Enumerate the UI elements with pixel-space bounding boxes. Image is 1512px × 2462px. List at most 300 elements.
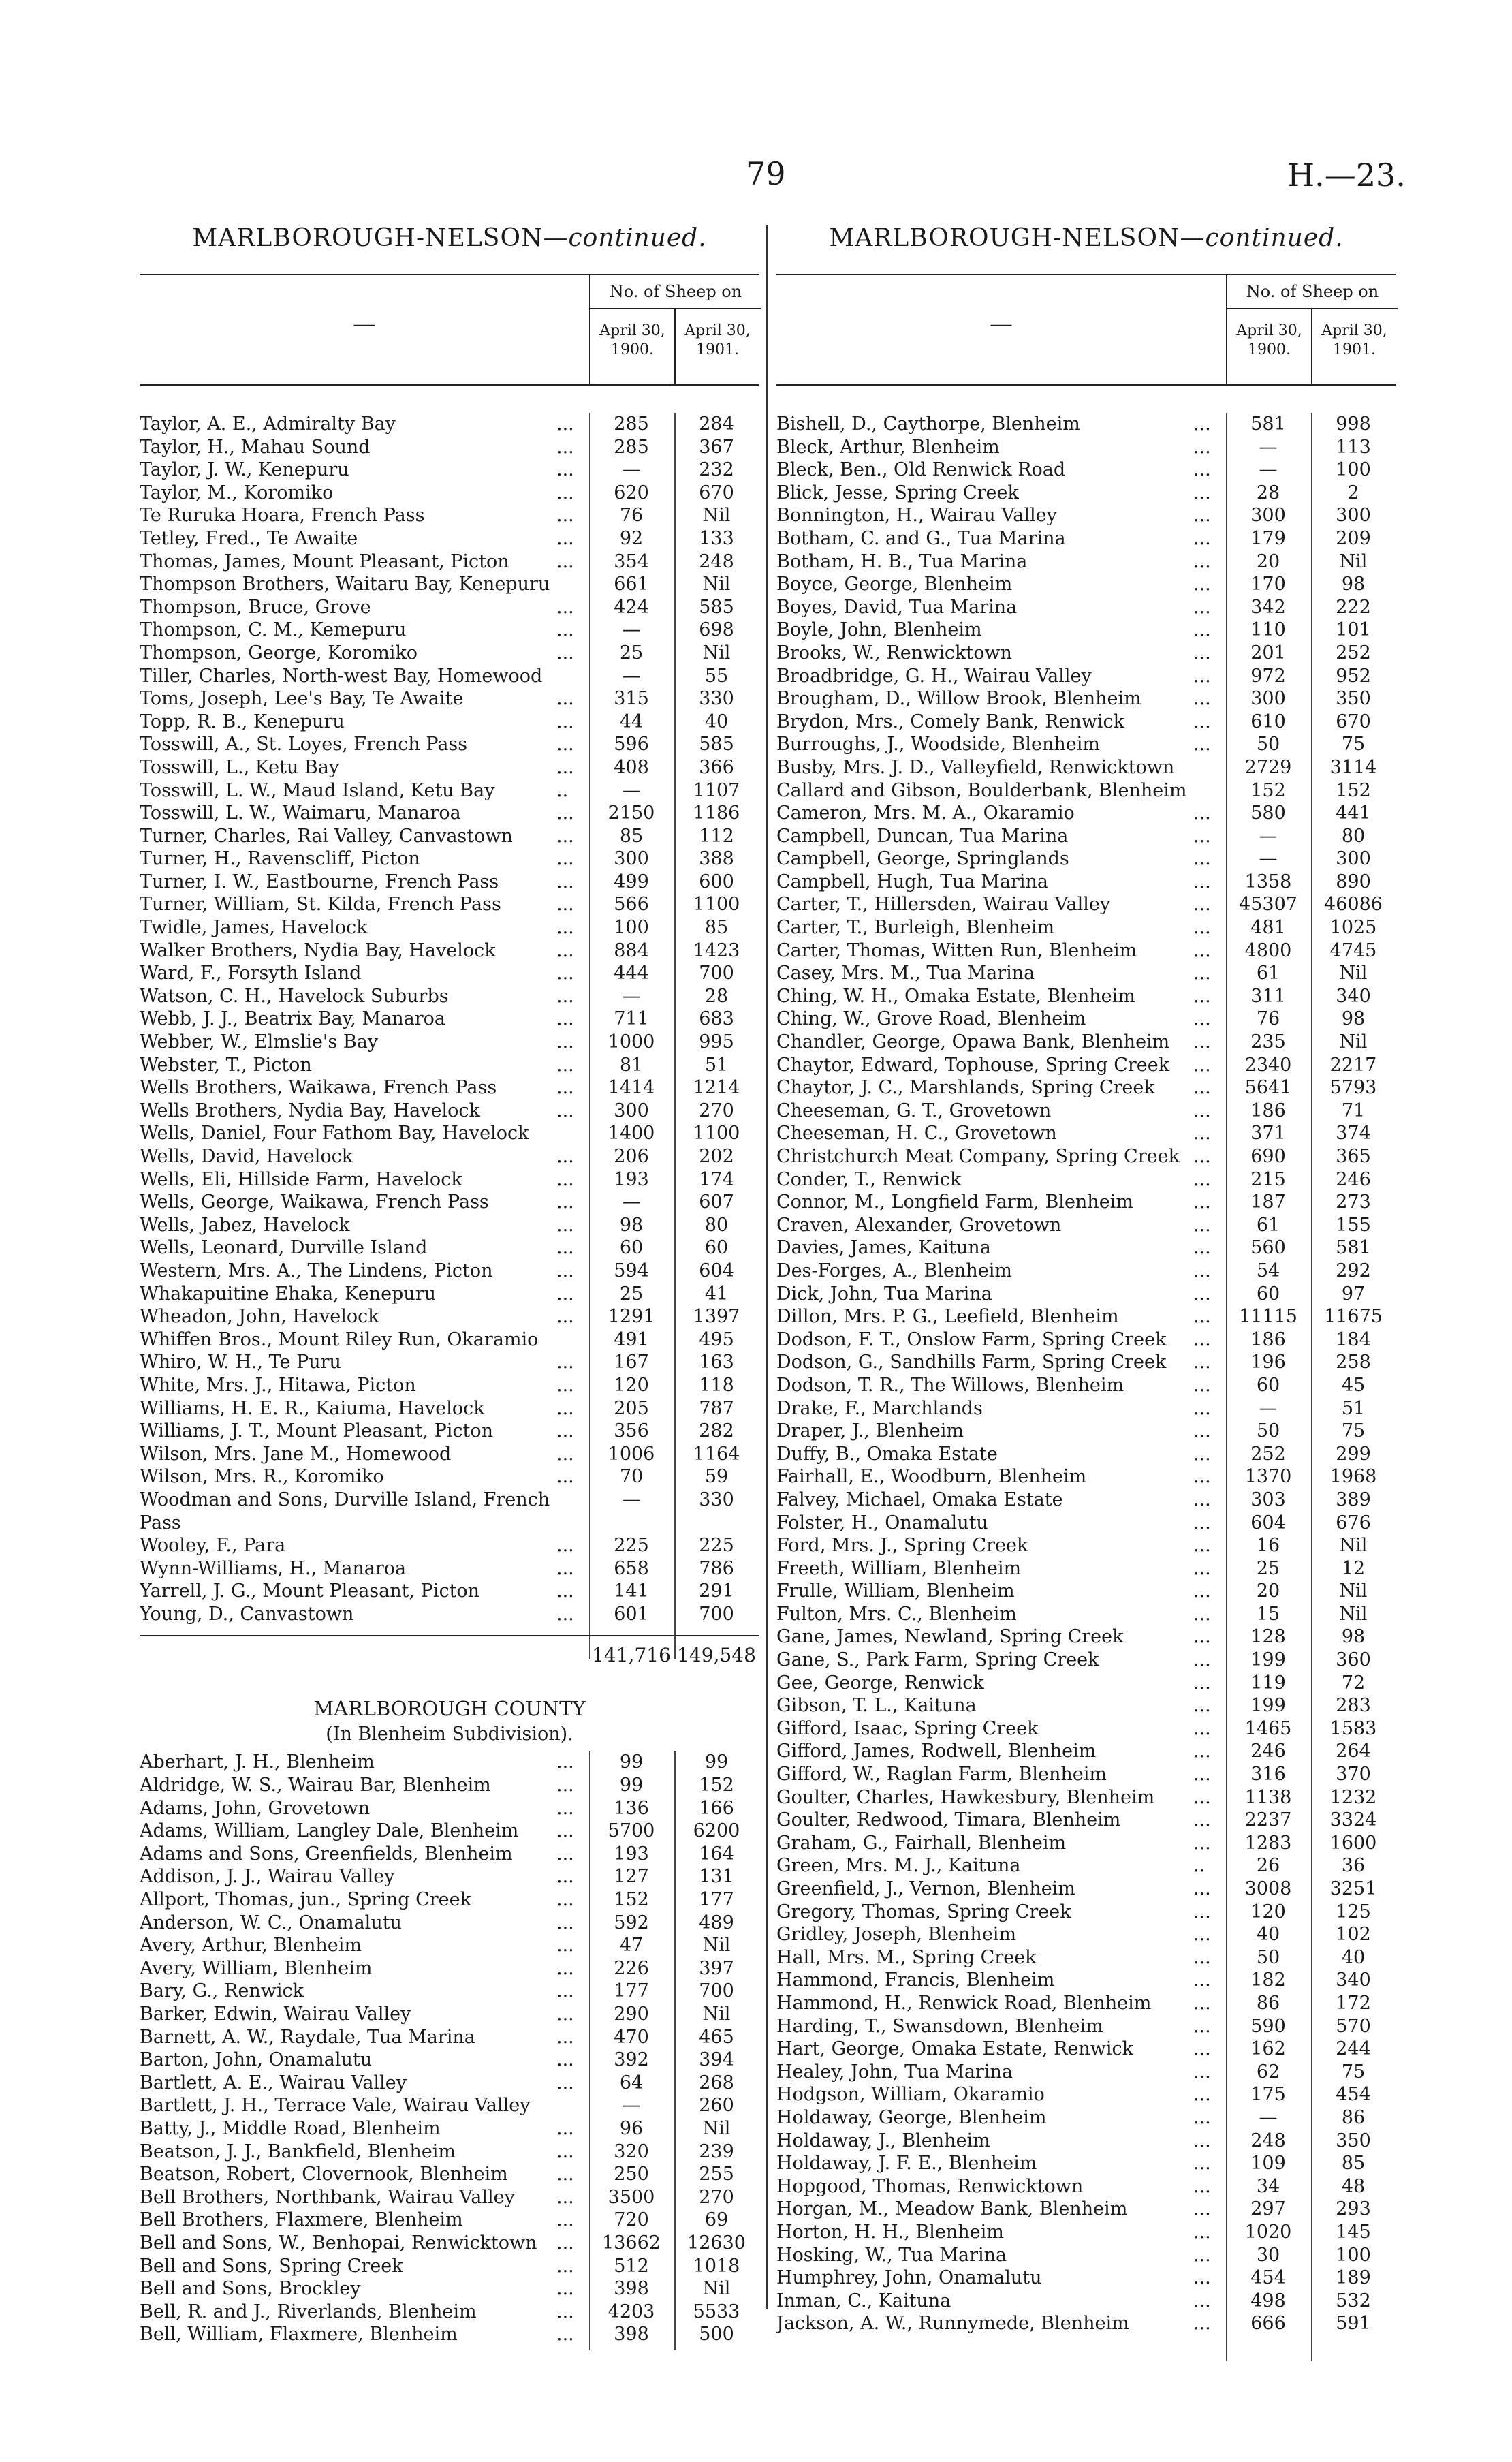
sheep-1901: 700 bbox=[699, 1980, 734, 2002]
table-row bbox=[140, 1351, 759, 1374]
sheep-1901: 118 bbox=[699, 1374, 734, 1396]
owner-name: Bell Brothers, Northbank, Wairau Valley bbox=[140, 2186, 515, 2208]
owner-name: Des-Forges, A., Blenheim bbox=[776, 1260, 1013, 1281]
owner-name: Dodson, T. R., The Willows, Blenheim bbox=[776, 1374, 1124, 1396]
table-row bbox=[140, 893, 759, 916]
owner-name: Gifford, W., Raglan Farm, Blenheim bbox=[776, 1764, 1107, 1786]
leader-dots: ... bbox=[1193, 1306, 1211, 1328]
leader-dots: ... bbox=[556, 1466, 574, 1488]
table-row bbox=[776, 1489, 1396, 1512]
leader-dots: ... bbox=[556, 1008, 574, 1030]
sheep-1901: 59 bbox=[704, 1466, 729, 1488]
owner-name: Broadbridge, G. H., Wairau Valley bbox=[776, 665, 1092, 687]
leader-dots: ... bbox=[556, 2164, 574, 2185]
sheep-1900: 1370 bbox=[1244, 1466, 1292, 1488]
owner-name: Gregory, Thomas, Spring Creek bbox=[776, 1901, 1071, 1922]
leader-dots: ... bbox=[556, 1031, 574, 1053]
table-row bbox=[140, 665, 759, 688]
table-row bbox=[776, 802, 1396, 825]
sheep-1900: — bbox=[622, 1191, 641, 1213]
sheep-1900: 61 bbox=[1256, 1214, 1280, 1236]
sheep-1901: 581 bbox=[1336, 1237, 1371, 1259]
sheep-1901: 1583 bbox=[1329, 1717, 1377, 1739]
table-row bbox=[776, 2061, 1396, 2084]
sheep-1900: 620 bbox=[614, 482, 649, 503]
owner-name: Bell Brothers, Flaxmere, Blenheim bbox=[140, 2209, 463, 2231]
sheep-1901: 600 bbox=[699, 871, 734, 892]
sheep-1901: 3324 bbox=[1329, 1809, 1377, 1831]
leader-dots: ... bbox=[556, 1214, 574, 1236]
sheep-1900: 371 bbox=[1250, 1123, 1286, 1144]
sheep-1900: 64 bbox=[619, 2072, 644, 2093]
sheep-1901: 75 bbox=[1341, 1420, 1366, 1442]
sheep-1900: 498 bbox=[1250, 2290, 1286, 2311]
owner-name: Bonnington, H., Wairau Valley bbox=[776, 505, 1057, 527]
leader-dots: ... bbox=[556, 688, 574, 710]
owner-name: Wooley, F., Para bbox=[140, 1535, 286, 1557]
date-1901-header: April 30, 1901. bbox=[1311, 309, 1396, 384]
sheep-1900: 4203 bbox=[608, 2301, 655, 2322]
owner-name: Dillon, Mrs. P. G., Leefield, Blenheim bbox=[776, 1306, 1119, 1328]
owner-name: Fairhall, E., Woodburn, Blenheim bbox=[776, 1466, 1087, 1488]
owner-name: Bell and Sons, Spring Creek bbox=[140, 2255, 403, 2277]
sheep-1901: 85 bbox=[1341, 2153, 1366, 2175]
sheep-1900: 187 bbox=[1250, 1191, 1286, 1213]
sheep-1900: 11115 bbox=[1239, 1306, 1297, 1328]
sheep-1901: Nil bbox=[1339, 1031, 1368, 1053]
leader-dots: ... bbox=[556, 963, 574, 984]
left-column bbox=[140, 218, 759, 2346]
sheep-1900: 590 bbox=[1250, 2015, 1286, 2037]
owner-name: Gibson, T. L., Kaituna bbox=[776, 1695, 977, 1717]
sheep-1901: 670 bbox=[1336, 711, 1371, 732]
sheep-1901: 85 bbox=[704, 917, 729, 939]
sheep-1901: 293 bbox=[1336, 2198, 1371, 2220]
leader-dots: ... bbox=[556, 871, 574, 892]
owner-name: Cheeseman, G. T., Grovetown bbox=[776, 1100, 1052, 1121]
date-1901-header: April 30, 1901. bbox=[674, 309, 759, 384]
owner-name: Wheadon, John, Havelock bbox=[140, 1306, 379, 1328]
sheep-1901: 2 bbox=[1347, 482, 1359, 503]
owner-name: Thompson, Bruce, Grove bbox=[140, 596, 371, 618]
sheep-1901: 1100 bbox=[693, 894, 740, 916]
table-row bbox=[140, 985, 759, 1008]
table-row bbox=[776, 1420, 1396, 1443]
leader-dots: ... bbox=[1193, 1901, 1211, 1922]
sheep-1901: 299 bbox=[1336, 1443, 1371, 1465]
table-row bbox=[776, 1557, 1396, 1580]
leader-dots: ... bbox=[1193, 734, 1211, 755]
table-row bbox=[776, 1786, 1396, 1809]
sheep-1901: 3251 bbox=[1329, 1878, 1377, 1899]
owner-name: Wells, Leonard, Durville Island bbox=[140, 1237, 428, 1259]
owner-name: Gane, S., Park Farm, Spring Creek bbox=[776, 1649, 1099, 1671]
sheep-1901: 172 bbox=[1336, 1992, 1371, 2014]
owner-name: Burroughs, J., Woodside, Blenheim bbox=[776, 734, 1100, 755]
sheep-1900: — bbox=[1259, 1397, 1278, 1419]
table-row bbox=[140, 1557, 759, 1580]
owner-name: Brydon, Mrs., Comely Bank, Renwick bbox=[776, 711, 1124, 732]
table-row bbox=[140, 1328, 759, 1352]
leader-dots: ... bbox=[1193, 1809, 1211, 1831]
table-row bbox=[776, 550, 1396, 574]
leader-dots: ... bbox=[556, 1168, 574, 1190]
sheep-1900: 81 bbox=[619, 1054, 644, 1076]
table-row bbox=[776, 1465, 1396, 1489]
owner-name: Gifford, James, Rodwell, Blenheim bbox=[776, 1741, 1097, 1762]
table-row bbox=[140, 619, 759, 642]
leader-dots: ... bbox=[556, 2004, 574, 2025]
leader-dots: ... bbox=[556, 2278, 574, 2300]
owner-name: Cameron, Mrs. M. A., Okaramio bbox=[776, 803, 1075, 824]
leader-dots: .. bbox=[556, 779, 569, 801]
sheep-1900: 316 bbox=[1250, 1764, 1286, 1786]
leader-dots: ... bbox=[1193, 2267, 1211, 2289]
sheep-1901: 152 bbox=[1336, 779, 1371, 801]
sheep-1901: 270 bbox=[699, 1100, 734, 1121]
sheep-1901: 86 bbox=[1341, 2106, 1366, 2128]
sheep-1900: 3008 bbox=[1244, 1878, 1292, 1899]
right-table-body bbox=[776, 413, 1396, 2335]
table-row bbox=[140, 458, 759, 482]
leader-dots: ... bbox=[1193, 1214, 1211, 1236]
owner-name: Hammond, Francis, Blenheim bbox=[776, 1969, 1055, 1991]
sheep-1901: 591 bbox=[1336, 2313, 1371, 2335]
sheep-1900: 20 bbox=[1256, 1580, 1280, 1602]
sheep-1900: 92 bbox=[619, 527, 644, 549]
sheep-1901: Nil bbox=[702, 642, 731, 664]
leader-dots: ... bbox=[1193, 1031, 1211, 1053]
sheep-1901: 1018 bbox=[693, 2255, 740, 2277]
sheep-1900: 50 bbox=[1256, 1946, 1280, 1968]
table-row bbox=[776, 1283, 1396, 1306]
owner-name: Blick, Jesse, Spring Creek bbox=[776, 482, 1019, 503]
sheep-1901: 397 bbox=[699, 1957, 734, 1979]
sheep-1900: 5641 bbox=[1244, 1077, 1292, 1099]
leader-dots: ... bbox=[556, 2186, 574, 2208]
sheep-1901: 101 bbox=[1336, 619, 1371, 641]
sheep-1900: 86 bbox=[1256, 1992, 1280, 2014]
sheep-1900: 596 bbox=[614, 734, 649, 755]
table-row bbox=[140, 1534, 759, 1557]
owner-name: Boyle, John, Blenheim bbox=[776, 619, 982, 641]
leader-dots: ... bbox=[556, 1077, 574, 1099]
table-row bbox=[776, 825, 1396, 848]
leader-dots: ... bbox=[556, 2072, 574, 2093]
table-row bbox=[776, 1305, 1396, 1328]
table-row bbox=[140, 1443, 759, 1466]
sheep-1901: 145 bbox=[1336, 2221, 1371, 2243]
leader-dots: ... bbox=[556, 825, 574, 847]
sheep-1901: 155 bbox=[1336, 1214, 1371, 1236]
sheep-1900: 193 bbox=[614, 1843, 649, 1865]
owner-name: Horton, H. H., Blenheim bbox=[776, 2221, 1004, 2243]
leader-dots: ... bbox=[556, 1260, 574, 1281]
sheep-1900: 1006 bbox=[608, 1443, 655, 1465]
table-row bbox=[776, 1763, 1396, 1786]
sheep-1900: 98 bbox=[619, 1214, 644, 1236]
leader-dots: ... bbox=[556, 734, 574, 755]
sheep-1900: 246 bbox=[1250, 1741, 1286, 1762]
leader-dots: ... bbox=[1193, 688, 1211, 710]
leader-dots: ... bbox=[1193, 917, 1211, 939]
leader-dots: ... bbox=[1193, 1237, 1211, 1259]
sheep-1901: 330 bbox=[699, 688, 734, 710]
table-row bbox=[776, 893, 1396, 916]
table-row bbox=[140, 1980, 759, 2003]
leader-dots: ... bbox=[1193, 2290, 1211, 2311]
sheep-1901: 75 bbox=[1341, 734, 1366, 755]
sheep-1901: 80 bbox=[704, 1214, 729, 1236]
table-row bbox=[776, 2106, 1396, 2130]
leader-dots: ... bbox=[556, 803, 574, 824]
table-row bbox=[140, 2140, 759, 2164]
table-row bbox=[140, 1145, 759, 1168]
sheep-1901: 388 bbox=[699, 848, 734, 870]
leader-dots: ... bbox=[556, 1237, 574, 1259]
sheep-1901: 125 bbox=[1336, 1901, 1371, 1922]
sheep-1900: 444 bbox=[614, 963, 649, 984]
leader-dots: ... bbox=[1193, 2198, 1211, 2220]
leader-dots: ... bbox=[1193, 894, 1211, 916]
leader-dots: ... bbox=[1193, 2084, 1211, 2106]
leader-dots: ... bbox=[556, 1889, 574, 1911]
owner-name: Botham, C. and G., Tua Marina bbox=[776, 527, 1066, 549]
leader-dots: ... bbox=[556, 527, 574, 549]
sheep-count-header: No. of Sheep on bbox=[1226, 275, 1398, 309]
owner-name: Busby, Mrs. J. D., Valleyfield, Renwicktown bbox=[776, 756, 1175, 778]
owner-name: Turner, H., Ravenscliff, Picton bbox=[140, 848, 420, 870]
table-row bbox=[776, 665, 1396, 688]
owner-name: Taylor, M., Koromiko bbox=[140, 482, 334, 503]
sheep-1900: 44 bbox=[619, 711, 644, 732]
sheep-1900: 76 bbox=[619, 505, 644, 527]
leader-dots: ... bbox=[556, 1957, 574, 1979]
sheep-1900: 152 bbox=[614, 1889, 649, 1911]
sheep-1901: 246 bbox=[1336, 1168, 1371, 1190]
sheep-1900: 201 bbox=[1250, 642, 1286, 664]
sheep-1901: 98 bbox=[1341, 1626, 1366, 1648]
sheep-1900: 1138 bbox=[1244, 1786, 1292, 1808]
sheep-1901: 46086 bbox=[1324, 894, 1383, 916]
sheep-1900: 25 bbox=[1256, 1557, 1280, 1579]
table-row bbox=[140, 1820, 759, 1843]
sheep-1901: 189 bbox=[1336, 2267, 1371, 2289]
leader-dots: ... bbox=[1193, 1466, 1211, 1488]
table-row bbox=[776, 1649, 1396, 1672]
sheep-1901: 51 bbox=[1341, 1397, 1366, 1419]
owner-name: Taylor, J. W., Kenepuru bbox=[140, 459, 349, 481]
owner-name: Tosswill, L. W., Maud Island, Ketu Bay bbox=[140, 779, 495, 801]
owner-name: Bell and Sons, Brockley bbox=[140, 2278, 361, 2300]
left-column-title bbox=[140, 218, 759, 259]
table-row bbox=[140, 802, 759, 825]
owner-name: Jackson, A. W., Runnymede, Blenheim bbox=[776, 2313, 1129, 2335]
sheep-1900: 300 bbox=[614, 848, 649, 870]
table-row bbox=[776, 1351, 1396, 1374]
sheep-1900: 491 bbox=[614, 1328, 649, 1350]
sheep-1900: 972 bbox=[1250, 665, 1286, 687]
table-row bbox=[776, 504, 1396, 527]
leader-dots: ... bbox=[556, 917, 574, 939]
table-row bbox=[140, 1008, 759, 1031]
sheep-1901: 300 bbox=[1336, 505, 1371, 527]
owner-name: Bartlett, A. E., Wairau Valley bbox=[140, 2072, 407, 2093]
sheep-1901: Nil bbox=[702, 2278, 731, 2300]
owner-name: Toms, Joseph, Lee's Bay, Te Awaite bbox=[140, 688, 464, 710]
sheep-1900: — bbox=[1259, 459, 1278, 481]
table-row bbox=[776, 2244, 1396, 2267]
leader-dots: ... bbox=[556, 1397, 574, 1419]
table-row bbox=[140, 1420, 759, 1443]
sheep-1900: — bbox=[1259, 436, 1278, 458]
sheep-1901: 12630 bbox=[687, 2232, 746, 2254]
sheep-1901: 340 bbox=[1336, 1969, 1371, 1991]
sheep-1900: 226 bbox=[614, 1957, 649, 1979]
leader-dots: ... bbox=[1193, 2015, 1211, 2037]
owner-name: Dodson, F. T., Onslow Farm, Spring Creek bbox=[776, 1328, 1167, 1350]
sheep-1900: 45307 bbox=[1239, 894, 1297, 916]
leader-dots: ... bbox=[556, 1557, 574, 1579]
table-row bbox=[140, 711, 759, 734]
sheep-1901: 12 bbox=[1341, 1557, 1366, 1579]
table-row bbox=[140, 825, 759, 848]
sheep-1901: 698 bbox=[699, 619, 734, 641]
sheep-1900: 167 bbox=[614, 1352, 649, 1373]
sheep-1901: Nil bbox=[1339, 550, 1368, 572]
leader-dots: ... bbox=[556, 596, 574, 618]
sheep-1900: 62 bbox=[1256, 2061, 1280, 2083]
sheep-1900: — bbox=[622, 665, 641, 687]
owner-name: Thompson Brothers, Waitaru Bay, Kenepuru bbox=[140, 574, 550, 595]
table-row bbox=[140, 2003, 759, 2026]
table-row bbox=[140, 756, 759, 779]
owner-name: Addison, J. J., Wairau Valley bbox=[140, 1866, 395, 1888]
leader-dots: ... bbox=[1193, 1374, 1211, 1396]
sheep-1900: 297 bbox=[1250, 2198, 1286, 2220]
sheep-1900: 100 bbox=[614, 917, 649, 939]
owner-name: Goulter, Charles, Hawkesbury, Blenheim bbox=[776, 1786, 1155, 1808]
sheep-1900: 60 bbox=[1256, 1374, 1280, 1396]
sheep-1900: 560 bbox=[1250, 1237, 1286, 1259]
leader-dots: ... bbox=[1193, 711, 1211, 732]
sheep-1901: 174 bbox=[699, 1168, 734, 1190]
sheep-1900: 215 bbox=[1250, 1168, 1286, 1190]
owner-name: Bell and Sons, W., Benhopai, Renwicktown bbox=[140, 2232, 537, 2254]
title-text: MARLBOROUGH-NELSON— bbox=[192, 224, 569, 252]
sheep-1901: 232 bbox=[699, 459, 734, 481]
leader-dots: ... bbox=[1193, 963, 1211, 984]
owner-name: Aberhart, J. H., Blenheim bbox=[140, 1751, 375, 1773]
left-total-row bbox=[140, 1635, 759, 1672]
table-row bbox=[140, 1934, 759, 1957]
sheep-1900: 658 bbox=[614, 1557, 649, 1579]
table-row bbox=[776, 985, 1396, 1008]
sheep-1901: 350 bbox=[1336, 2130, 1371, 2151]
sheep-1901: 48 bbox=[1341, 2175, 1366, 2197]
sheep-1901: 11675 bbox=[1324, 1306, 1383, 1328]
owner-name: Williams, H. E. R., Kaiuma, Havelock bbox=[140, 1397, 485, 1419]
table-row bbox=[140, 2163, 759, 2186]
owner-name: Drake, F., Marchlands bbox=[776, 1397, 983, 1419]
sheep-1901: 1186 bbox=[693, 803, 740, 824]
owner-name: Tosswill, A., St. Loyes, French Pass bbox=[140, 734, 468, 755]
owner-name: Botham, H. B., Tua Marina bbox=[776, 550, 1028, 572]
table-row bbox=[140, 1751, 759, 1774]
owner-name: Christchurch Meat Company, Spring Creek bbox=[776, 1146, 1180, 1167]
owner-name: Campbell, Hugh, Tua Marina bbox=[776, 871, 1048, 892]
table-row bbox=[776, 1031, 1396, 1054]
table-row bbox=[140, 1797, 759, 1820]
sheep-1900: 398 bbox=[614, 2278, 649, 2300]
owner-name: Topp, R. B., Kenepuru bbox=[140, 711, 345, 732]
sheep-1900: 690 bbox=[1250, 1146, 1286, 1167]
table-row bbox=[776, 482, 1396, 505]
leader-dots: ... bbox=[1193, 1397, 1211, 1419]
sheep-1901: 131 bbox=[699, 1866, 734, 1888]
table-row bbox=[776, 1397, 1396, 1420]
sheep-1901: 952 bbox=[1336, 665, 1371, 687]
sheep-1900: 96 bbox=[619, 2117, 644, 2139]
owner-name: Freeth, William, Blenheim bbox=[776, 1557, 1022, 1579]
leader-dots: ... bbox=[1193, 803, 1211, 824]
sheep-1901: 1214 bbox=[693, 1077, 740, 1099]
sheep-1900: 34 bbox=[1256, 2175, 1280, 2197]
leader-dots: ... bbox=[556, 1420, 574, 1442]
sheep-1901: 604 bbox=[699, 1260, 734, 1281]
table-row bbox=[140, 939, 759, 963]
owner-name: Greenfield, J., Vernon, Blenheim bbox=[776, 1878, 1075, 1899]
table-row bbox=[140, 550, 759, 574]
table-row bbox=[776, 1191, 1396, 1214]
sheep-1901: 465 bbox=[699, 2026, 734, 2048]
sheep-1900: 170 bbox=[1250, 574, 1286, 595]
sheep-1900: 175 bbox=[1250, 2084, 1286, 2106]
table-row bbox=[776, 756, 1396, 779]
owner-name: Ching, W., Grove Road, Blenheim bbox=[776, 1008, 1086, 1030]
leader-dots: ... bbox=[1193, 1146, 1211, 1167]
table-row bbox=[140, 436, 759, 459]
owner-name: Taylor, H., Mahau Sound bbox=[140, 436, 371, 458]
sheep-1900: 205 bbox=[614, 1397, 649, 1419]
owner-name: Turner, Charles, Rai Valley, Canvastown bbox=[140, 825, 513, 847]
owner-name: Boyes, David, Tua Marina bbox=[776, 596, 1018, 618]
sheep-1901: 300 bbox=[1336, 848, 1371, 870]
leader-dots: ... bbox=[556, 414, 574, 435]
sheep-1901: 133 bbox=[699, 527, 734, 549]
table-row bbox=[776, 1901, 1396, 1924]
sheep-1901: 72 bbox=[1341, 1672, 1366, 1694]
leader-dots: ... bbox=[556, 619, 574, 641]
left-table-header bbox=[140, 274, 759, 386]
sheep-1901: 98 bbox=[1341, 1008, 1366, 1030]
sheep-1900: 3500 bbox=[608, 2186, 655, 2208]
sheep-1901: 3114 bbox=[1329, 756, 1377, 778]
owner-name: Duffy, B., Omaka Estate bbox=[776, 1443, 998, 1465]
sheep-1901: 340 bbox=[1336, 985, 1371, 1007]
sheep-1901: 100 bbox=[1336, 2244, 1371, 2266]
sheep-1900: 285 bbox=[614, 414, 649, 435]
owner-name: Beatson, Robert, Clovernook, Blenheim bbox=[140, 2164, 508, 2185]
table-row bbox=[776, 1512, 1396, 1535]
sheep-1901: 113 bbox=[1336, 436, 1371, 458]
leader-dots: ... bbox=[1193, 848, 1211, 870]
sheep-1900: 30 bbox=[1256, 2244, 1280, 2266]
table-row bbox=[776, 1740, 1396, 1763]
leader-dots: ... bbox=[1193, 550, 1211, 572]
leader-dots: ... bbox=[1193, 1969, 1211, 1991]
sheep-1901: 41 bbox=[704, 1283, 729, 1305]
